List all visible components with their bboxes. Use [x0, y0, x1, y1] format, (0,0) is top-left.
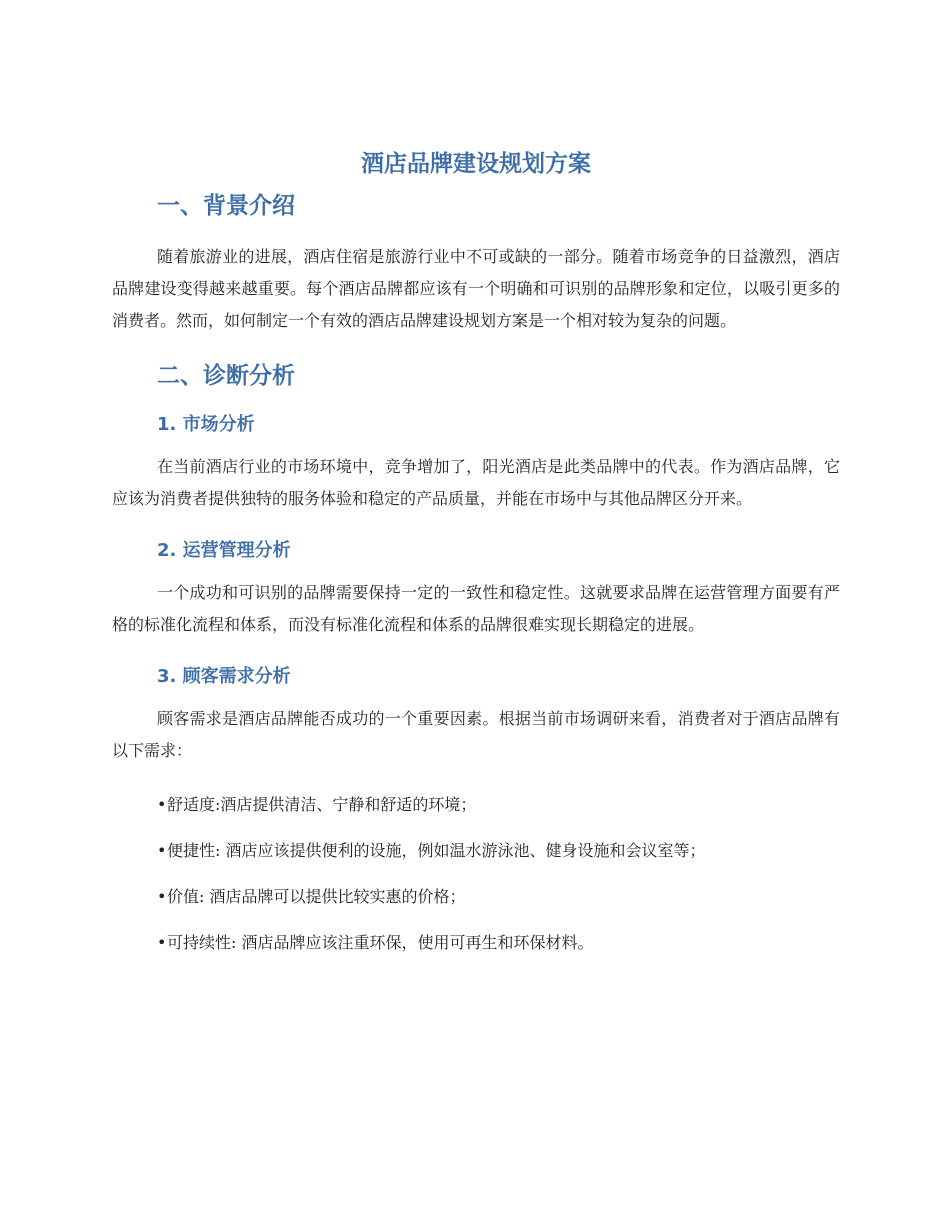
customer-paragraph: 顾客需求是酒店品牌能否成功的一个重要因素。根据当前市场调研来看，消费者对于酒店品牌有以下需求：	[112, 709, 840, 760]
bullet-text: 价值: 酒店品牌可以提供比较实惠的价格；	[167, 887, 466, 906]
list-item	[157, 927, 840, 959]
document-title: 酒店品牌建设规划方案	[361, 151, 591, 177]
bullet-icon: •	[157, 933, 167, 952]
document-content	[112, 145, 840, 973]
subsection-heading-market: 1. 市场分析	[157, 414, 255, 435]
bullet-icon: •	[157, 841, 167, 860]
operations-paragraph: 一个成功和可识别的品牌需要保持一定的一致性和稳定性。这就要求品牌在运营管理方面要有严格的标准化流程和体系，而没有标准化流程和体系的品牌很难实现长期稳定的进展。	[112, 583, 840, 634]
list-item	[157, 881, 840, 913]
subsection-heading-customer: 3. 顾客需求分析	[157, 666, 291, 687]
section-heading-diagnosis: 二、诊断分析	[157, 363, 295, 389]
subsection-heading-operations: 2. 运营管理分析	[157, 540, 291, 561]
bullet-icon: •	[157, 795, 167, 814]
background-paragraph: 随着旅游业的进展，酒店住宿是旅游行业中不可或缺的一部分。随着市场竞争的日益激烈，酒店品牌建设变得越来越重要。每个酒店品牌都应该有一个明确和可识别的品牌形象和定位，以吸引更多的消费者。然而，如何制定一个有效的酒店品牌建设规划方案是一个相对较为复杂的问题。	[112, 247, 840, 330]
bullet-text: 舒适度:酒店提供清洁、宁静和舒适的环境；	[167, 795, 477, 814]
bullet-icon: •	[157, 887, 167, 906]
section-heading-background: 一、背景介绍	[157, 193, 295, 219]
list-item	[157, 789, 840, 821]
list-item	[157, 835, 840, 867]
bullet-text: 可持续性: 酒店品牌应该注重环保，使用可再生和环保材料。	[167, 933, 594, 952]
market-paragraph: 在当前酒店行业的市场环境中，竞争增加了，阳光酒店是此类品牌中的代表。作为酒店品牌，它应该为消费者提供独特的服务体验和稳定的产品质量，并能在市场中与其他品牌区分开来。	[112, 457, 840, 508]
bullet-text: 便捷性: 酒店应该提供便利的设施，例如温水游泳池、健身设施和会议室等；	[167, 841, 706, 860]
